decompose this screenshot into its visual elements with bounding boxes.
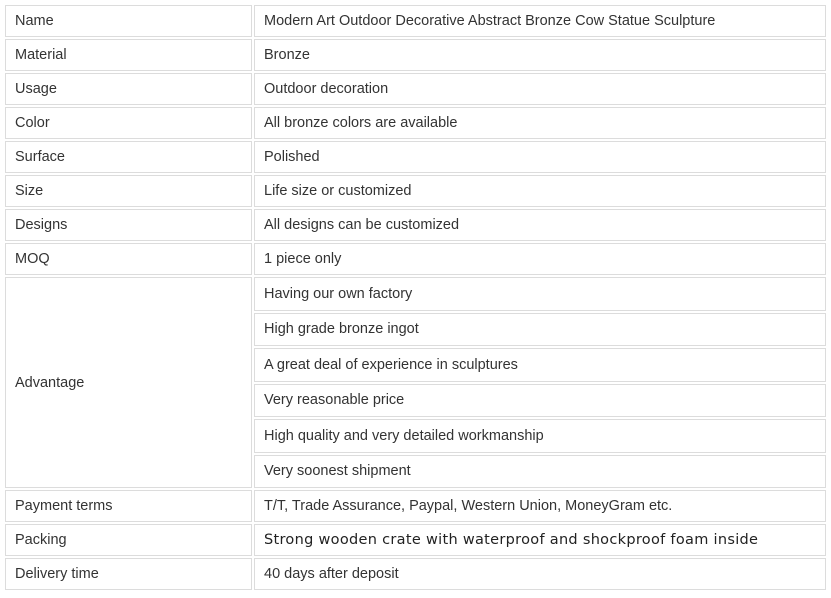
spec-value: 1 piece only: [254, 243, 826, 275]
spec-label: Material: [5, 39, 252, 71]
spec-row-advantage: [5, 277, 826, 311]
spec-label: Payment terms: [5, 490, 252, 522]
advantage-item: A great deal of experience in sculptures: [254, 348, 826, 382]
spec-row-size: [5, 175, 826, 207]
spec-label: Advantage: [5, 277, 252, 488]
spec-value: Outdoor decoration: [254, 73, 826, 105]
spec-row-packing: [5, 524, 826, 556]
spec-value: Polished: [254, 141, 826, 173]
spec-row-usage: [5, 73, 826, 105]
spec-label: Designs: [5, 209, 252, 241]
advantage-item: Having our own factory: [254, 277, 826, 311]
advantage-item: Very soonest shipment: [254, 455, 826, 489]
spec-value: All bronze colors are available: [254, 107, 826, 139]
spec-row-name: [5, 5, 826, 37]
spec-label: Name: [5, 5, 252, 37]
spec-value: Strong wooden crate with waterproof and shockproof foam inside: [254, 524, 826, 556]
spec-value: Bronze: [254, 39, 826, 71]
advantage-item: Very reasonable price: [254, 384, 826, 418]
spec-row-moq: [5, 243, 826, 275]
spec-row-color: [5, 107, 826, 139]
advantage-item: High grade bronze ingot: [254, 313, 826, 347]
spec-label: Color: [5, 107, 252, 139]
spec-label: Surface: [5, 141, 252, 173]
spec-label: MOQ: [5, 243, 252, 275]
spec-value: 40 days after deposit: [254, 558, 826, 590]
spec-value: Life size or customized: [254, 175, 826, 207]
spec-label: Delivery time: [5, 558, 252, 590]
advantage-item: High quality and very detailed workmanship: [254, 419, 826, 453]
spec-row-surface: [5, 141, 826, 173]
spec-label: Size: [5, 175, 252, 207]
spec-row-designs: [5, 209, 826, 241]
spec-label: Packing: [5, 524, 252, 556]
product-spec-table: [3, 3, 828, 592]
spec-label: Usage: [5, 73, 252, 105]
spec-row-material: [5, 39, 826, 71]
spec-value: Modern Art Outdoor Decorative Abstract Bronze Cow Statue Sculpture: [254, 5, 826, 37]
spec-value: All designs can be customized: [254, 209, 826, 241]
spec-row-payment-terms: [5, 490, 826, 522]
spec-row-delivery-time: [5, 558, 826, 590]
spec-value: T/T, Trade Assurance, Paypal, Western Union, MoneyGram etc.: [254, 490, 826, 522]
